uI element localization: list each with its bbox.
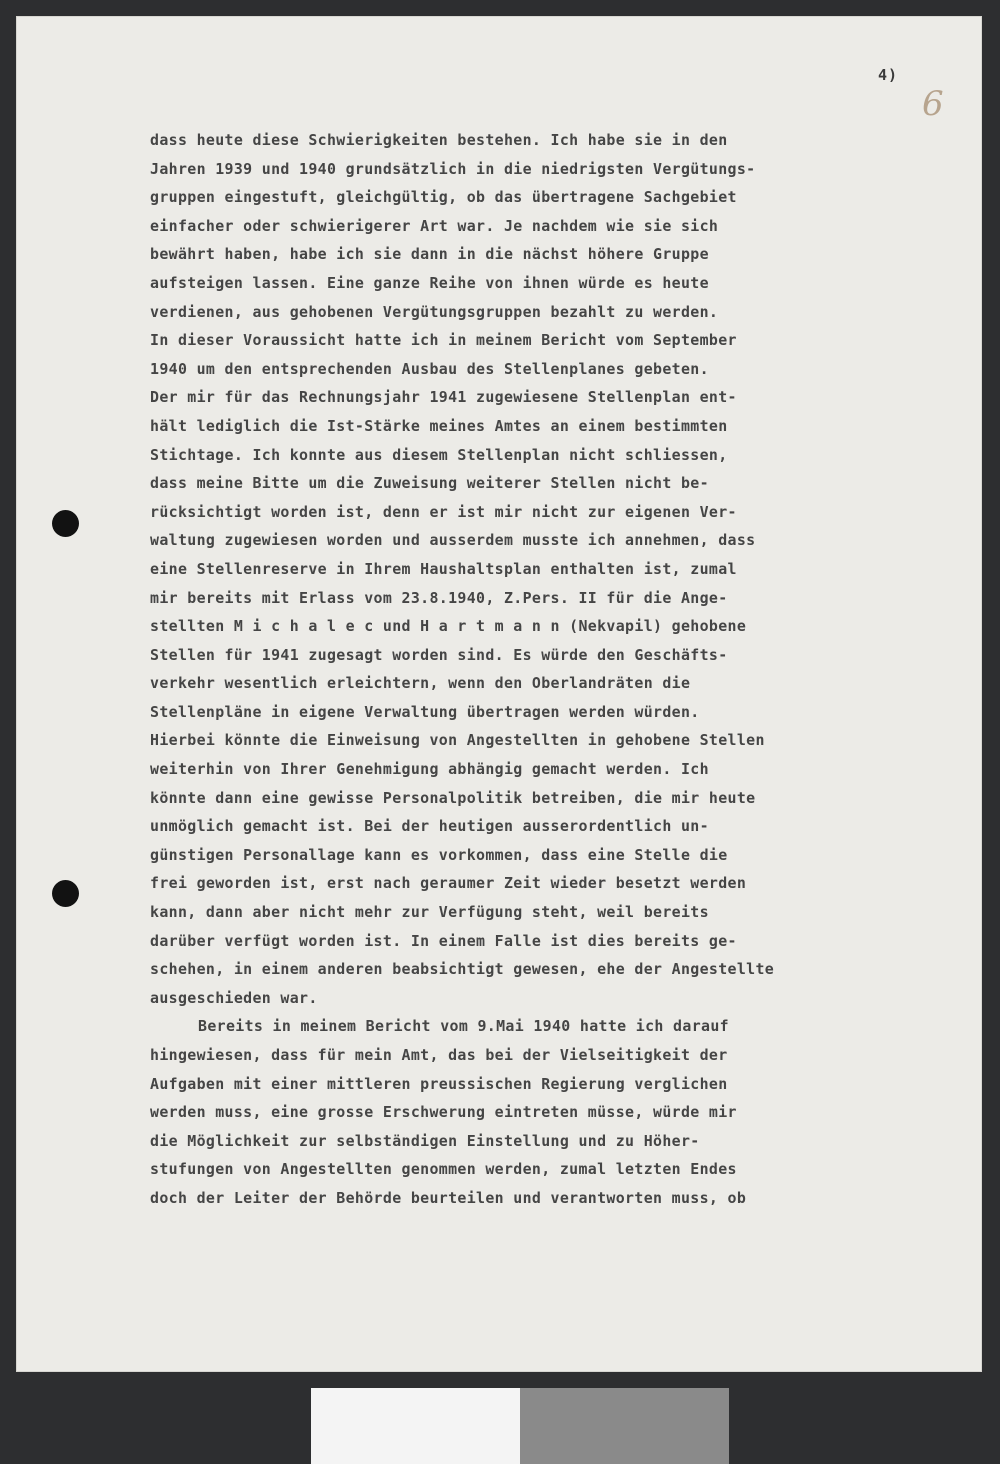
text-line: verdienen, aus gehobenen Vergütungsgruppen bezahlt zu werden. — [150, 302, 719, 321]
text-line: Stichtage. Ich konnte aus diesem Stellenplan nicht schliessen, — [150, 445, 728, 464]
text-line: frei geworden ist, erst nach geraumer Zeit wieder besetzt werden — [150, 874, 747, 893]
text-line: Stellen für 1941 zugesagt worden sind. Es würde den Geschäfts- — [150, 645, 728, 664]
document-page — [16, 16, 982, 1372]
text-line: könnte dann eine gewisse Personalpolitik betreiben, die mir heute — [150, 788, 756, 807]
text-line: aufsteigen lassen. Eine ganze Reihe von ihnen würde es heute — [150, 273, 709, 292]
text-line: mir bereits mit Erlass vom 23.8.1940, Z.Pers. II für die Ange- — [150, 588, 728, 607]
text-line: kann, dann aber nicht mehr zur Verfügung steht, weil bereits — [150, 903, 709, 922]
text-line: rücksichtigt worden ist, denn er ist mir nicht zur eigenen Ver- — [150, 502, 737, 521]
text-line: stufungen von Angestellten genommen werden, zumal letzten Endes — [150, 1160, 737, 1179]
text-line: Bereits in meinem Bericht vom 9.Mai 1940 hatte ich darauf — [198, 1017, 729, 1036]
gray-swatch — [520, 1388, 729, 1464]
text-line: dass heute diese Schwierigkeiten bestehen. Ich habe sie in den — [150, 131, 728, 149]
punch-hole-top — [52, 510, 79, 537]
punch-hole-bottom — [52, 880, 79, 907]
text-line: ausgeschieden war. — [150, 988, 318, 1007]
text-line: Der mir für das Rechnungsjahr 1941 zugewiesene Stellenplan ent- — [150, 388, 737, 407]
text-line: die Möglichkeit zur selbständigen Einstellung und zu Höher- — [150, 1131, 700, 1150]
text-line: Jahren 1939 und 1940 grundsätzlich in die niedrigsten Vergütungs- — [150, 159, 756, 178]
text-line: Hierbei könnte die Einweisung von Angestellten in gehobene Stellen — [150, 731, 765, 750]
text-line: waltung zugewiesen worden und ausserdem musste ich annehmen, dass — [150, 531, 756, 550]
text-line: werden muss, eine grosse Erschwerung eintreten müsse, würde mir — [150, 1103, 737, 1122]
text-line: dass meine Bitte um die Zuweisung weiterer Stellen nicht be- — [150, 474, 709, 493]
typescript-body — [150, 126, 950, 1213]
text-line: 1940 um den entsprechenden Ausbau des Stellenplanes gebeten. — [150, 359, 709, 378]
text-line: In dieser Voraussicht hatte ich in meinem Bericht vom September — [150, 331, 737, 350]
text-line: doch der Leiter der Behörde beurteilen und verantworten muss, ob — [150, 1188, 747, 1207]
text-line: bewährt haben, habe ich sie dann in die nächst höhere Gruppe — [150, 245, 709, 264]
folio-annotation: 6 — [922, 84, 944, 124]
text-line: schehen, in einem anderen beabsichtigt gewesen, ehe der Angestellte — [150, 960, 775, 979]
text-line: einfacher oder schwierigerer Art war. Je nachdem wie sie sich — [150, 216, 719, 235]
text-line: eine Stellenreserve in Ihrem Haushaltsplan enthalten ist, zumal — [150, 559, 737, 578]
color-calibration-strip — [0, 1388, 1000, 1464]
text-line: darüber verfügt worden ist. In einem Falle ist dies bereits ge- — [150, 931, 737, 950]
text-line: hingewiesen, dass für mein Amt, das bei der Vielseitigkeit der — [150, 1046, 728, 1064]
text-line: verkehr wesentlich erleichtern, wenn den Oberlandräten die — [150, 674, 691, 693]
text-line: weiterhin von Ihrer Genehmigung abhängig gemacht werden. Ich — [150, 760, 709, 779]
text-line: hält lediglich die Ist-Stärke meines Amtes an einem bestimmten — [150, 416, 728, 435]
text-line: günstigen Personallage kann es vorkommen, dass eine Stelle die — [150, 845, 728, 864]
text-line: gruppen eingestuft, gleichgültig, ob das übertragene Sachgebiet — [150, 188, 737, 207]
page-number: 4) — [878, 66, 899, 84]
text-line: Stellenpläne in eigene Verwaltung übertragen werden würden. — [150, 702, 700, 721]
text-line: Aufgaben mit einer mittleren preussischen Regierung verglichen — [150, 1074, 728, 1093]
text-line: stellten M i c h a l e c und H a r t m a n n (Nekvapil) gehobene — [150, 617, 747, 636]
white-swatch — [311, 1388, 520, 1464]
text-line: unmöglich gemacht ist. Bei der heutigen ausserordentlich un- — [150, 817, 709, 836]
